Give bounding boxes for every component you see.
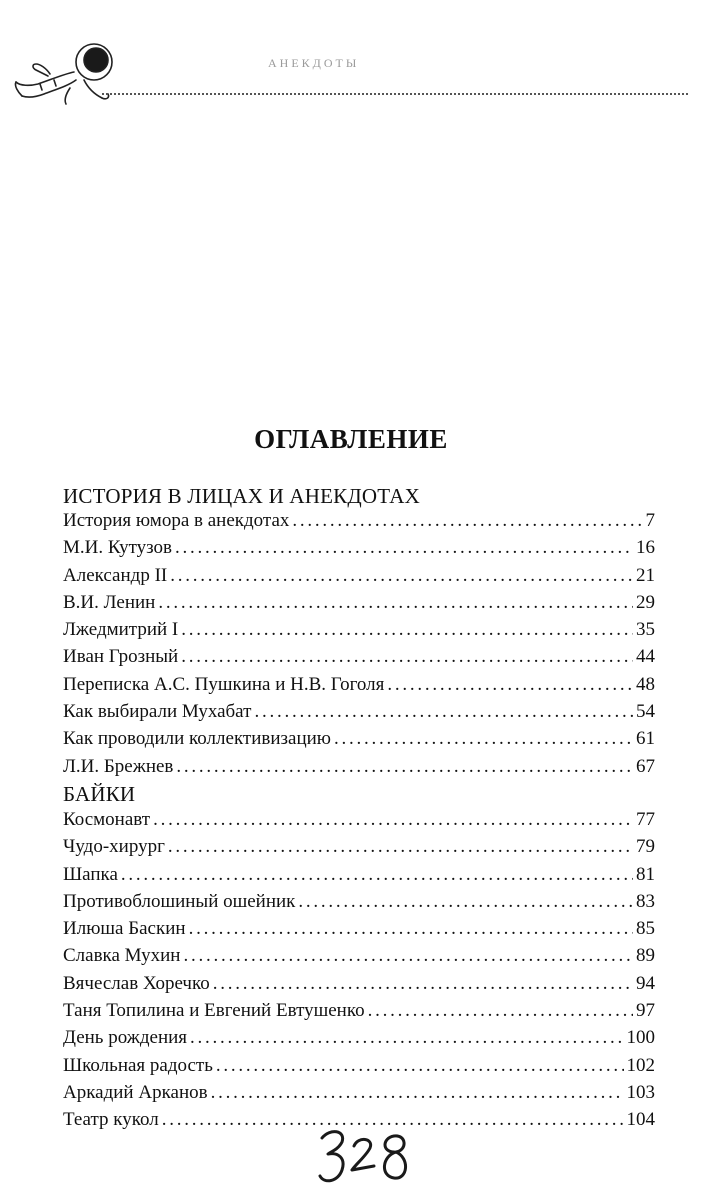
toc-entry[interactable] — [63, 915, 655, 942]
toc-entry-title: Л.И. Брежнев — [63, 755, 174, 777]
toc-entry-title: Как выбирали Мухабат — [63, 701, 252, 723]
leader-dots — [254, 698, 633, 725]
leader-dots — [175, 534, 633, 561]
toc-entry-page: 81 — [636, 863, 655, 885]
toc-entry-page: 54 — [636, 701, 655, 723]
toc-entry-title: М.И. Кутузов — [63, 537, 173, 559]
leader-dots — [211, 1079, 624, 1106]
toc-entry-title: История юмора в анекдотах — [63, 510, 290, 531]
handwritten-mark — [316, 1124, 412, 1190]
toc-entry[interactable] — [63, 562, 655, 589]
toc-entry-page: 89 — [636, 945, 655, 967]
toc-entry-title: Таня Топилина и Евгений Евтушенко — [63, 1000, 365, 1022]
leader-dots — [190, 1024, 623, 1051]
toc-entry-page: 67 — [636, 755, 655, 777]
toc-entry[interactable] — [63, 942, 655, 969]
toc-entry[interactable] — [63, 534, 655, 561]
toc-entry[interactable] — [63, 1024, 655, 1051]
toc-entry-title: Космонавт — [63, 809, 151, 830]
toc-entry-page: 104 — [626, 1109, 655, 1131]
toc-entry[interactable] — [63, 970, 655, 997]
toc-entry-title: Переписка А.С. Пушкина и Н.В. Гоголя — [63, 673, 385, 695]
toc-entry[interactable] — [63, 1079, 655, 1106]
astronaut-illustration-icon — [10, 28, 116, 112]
toc-entry[interactable] — [63, 671, 655, 698]
toc-entry-title: Аркадий Арканов — [63, 1081, 208, 1103]
toc-entry-title: Школьная радость — [63, 1054, 213, 1076]
toc-entry[interactable] — [63, 997, 655, 1024]
toc-entry-title: Александр II — [63, 564, 168, 586]
leader-dots — [387, 671, 633, 698]
toc-entry[interactable] — [63, 507, 655, 534]
toc-entry[interactable] — [63, 725, 655, 752]
toc-entry-title: Славка Мухин — [63, 945, 181, 967]
toc-entry[interactable] — [63, 589, 655, 616]
running-head: АНЕКДОТЫ — [268, 56, 360, 70]
toc-entry-page: 77 — [636, 809, 655, 830]
toc-entry-title: Иван Грозный — [63, 646, 179, 668]
leader-dots — [176, 753, 633, 780]
toc-entry-title: Как проводили коллективизацию — [63, 728, 332, 750]
toc-entry-page: 48 — [636, 673, 655, 695]
toc-entry-title: День рождения — [63, 1027, 188, 1049]
leader-dots — [292, 507, 642, 534]
leader-dots — [158, 589, 633, 616]
toc-entry-title: В.И. Ленин — [63, 591, 156, 613]
header-dotted-rule — [102, 93, 688, 95]
toc-entry-title: Илюша Баскин — [63, 918, 186, 940]
toc-entry-title: Чудо-хирург — [63, 836, 165, 858]
section-heading-baiki: БАЙКИ — [63, 782, 136, 806]
toc-list-baiki — [63, 806, 655, 1134]
toc-entry-page: 61 — [636, 728, 655, 750]
toc-entry[interactable] — [63, 888, 655, 915]
leader-dots — [153, 806, 633, 833]
toc-entry-title: Противоблошиный ошейник — [63, 890, 296, 912]
toc-entry-title: Шапка — [63, 863, 118, 885]
leader-dots — [298, 888, 633, 915]
leader-dots — [181, 616, 633, 643]
section-heading-history: ИСТОРИЯ В ЛИЦАХ И АНЕКДОТАХ — [63, 484, 420, 508]
leader-dots — [181, 643, 633, 670]
toc-entry-title: Театр кукол — [63, 1109, 159, 1131]
toc-entry[interactable] — [63, 753, 655, 780]
toc-entry-page: 102 — [626, 1054, 655, 1076]
leader-dots — [183, 942, 633, 969]
leader-dots — [170, 562, 633, 589]
toc-entry-page: 94 — [636, 972, 655, 994]
toc-entry-page: 85 — [636, 918, 655, 940]
leader-dots — [168, 833, 633, 860]
toc-entry-page: 79 — [636, 836, 655, 858]
leader-dots — [216, 1052, 624, 1079]
toc-entry[interactable] — [63, 698, 655, 725]
toc-entry-page: 16 — [636, 537, 655, 559]
toc-entry-page: 100 — [626, 1027, 655, 1049]
toc-entry[interactable] — [63, 806, 655, 833]
toc-entry-page: 97 — [636, 1000, 655, 1022]
toc-entry-page: 35 — [636, 619, 655, 641]
toc-list-history — [63, 507, 655, 780]
toc-entry-page: 7 — [645, 510, 655, 531]
toc-entry[interactable] — [63, 643, 655, 670]
toc-entry[interactable] — [63, 616, 655, 643]
toc-title: ОГЛАВЛЕНИЕ — [254, 424, 448, 454]
leader-dots — [189, 915, 633, 942]
toc-entry-page: 83 — [636, 890, 655, 912]
toc-entry-page: 103 — [626, 1081, 655, 1103]
toc-entry[interactable] — [63, 861, 655, 888]
toc-entry-title: Вячеслав Хоречко — [63, 972, 210, 994]
toc-entry-page: 21 — [636, 564, 655, 586]
toc-entry[interactable] — [63, 1052, 655, 1079]
toc-entry[interactable] — [63, 833, 655, 860]
leader-dots — [368, 997, 633, 1024]
leader-dots — [334, 725, 633, 752]
toc-entry-title: Лжедмитрий I — [63, 619, 179, 641]
leader-dots — [121, 861, 633, 888]
toc-entry-page: 29 — [636, 591, 655, 613]
toc-entry-page: 44 — [636, 646, 655, 668]
leader-dots — [213, 970, 633, 997]
